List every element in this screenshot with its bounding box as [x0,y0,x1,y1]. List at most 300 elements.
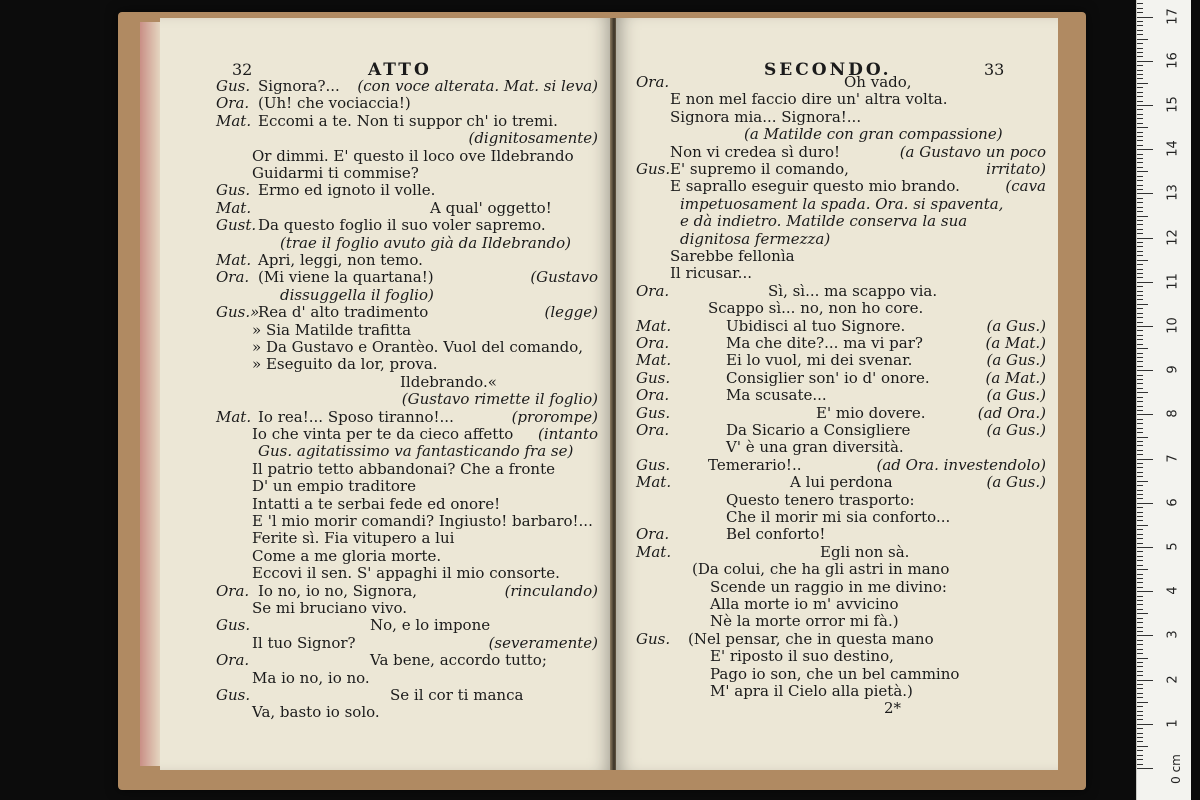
speaker-label: Ora. [216,94,250,113]
ruler-tick [1137,207,1143,208]
ruler-tick [1137,445,1143,446]
speaker-label: Ora. [636,525,670,544]
ruler-tick [1137,459,1153,460]
dialogue-text: Da questo foglio il suo voler sapremo. [258,216,546,235]
speaker-label: Gus. [636,455,671,474]
page-stack-edge [140,22,162,766]
ruler-number: 12 [1165,228,1181,246]
ruler-tick [1137,463,1143,464]
ruler-tick [1137,348,1148,349]
dialogue-text: Bel conforto! [726,525,826,544]
ruler-tick [1137,490,1143,491]
speaker-label: Ora. [636,386,670,405]
dialogue-text: Ma scusate... [726,386,827,405]
dialogue-text: Ferite sì. Fia vitupero a lui [252,529,455,548]
ruler-number: 13 [1165,184,1181,202]
speaker-label: Gust. [216,216,257,235]
ruler-tick [1137,92,1143,93]
ruler-tick [1137,198,1143,199]
ruler-tick [1137,512,1143,513]
ruler-tick [1137,520,1143,521]
ruler-tick [1137,498,1143,499]
ruler-tick [1137,52,1143,53]
ruler-tick [1137,105,1153,106]
dialogue-text: Che il morir mi sia conforto... [726,508,951,526]
dialogue-text: Io no, io no, Signora, [258,581,418,600]
ruler-tick [1137,132,1143,133]
ruler-tick [1137,322,1143,323]
ruler-tick [1137,476,1143,477]
ruler-tick [1137,441,1143,442]
ruler-tick [1137,344,1143,345]
stage-direction: (Gustavo [530,268,598,287]
ruler-tick [1137,737,1143,738]
stage-direction: (a Matilde con gran compassione) [744,125,1003,144]
dialogue-text: A qual' oggetto! [430,198,552,217]
ruler-tick [1137,34,1143,35]
ruler-tick [1137,741,1143,742]
ruler-tick [1137,759,1143,760]
ruler-tick [1137,140,1143,141]
dialogue-text: Ma che dite?... ma vi par? [726,334,923,352]
ruler-tick [1137,361,1143,362]
ruler-number: 15 [1165,96,1181,113]
ruler-tick [1137,25,1143,26]
stage-direction: (a Mat.) [985,368,1046,387]
ruler-tick [1137,264,1143,265]
ruler-tick [1137,472,1143,473]
ruler-tick [1137,383,1143,384]
stage-direction: (a Gustavo un poco [899,142,1046,161]
speaker-label: Mat. [216,111,252,130]
ruler-tick [1137,635,1153,636]
stage-direction: (ad Ora.) [977,403,1046,422]
dialogue-text: Sì, sì... ma scappo via. [768,281,938,300]
dialogue-text: Come a me gloria morte. [252,546,442,565]
ruler-number: 9 [1165,365,1181,374]
ruler-tick [1137,410,1143,411]
ruler-tick [1137,233,1143,234]
dialogue-text: E' supremo il comando, [670,160,849,178]
ruler-tick [1137,529,1143,530]
ruler-tick [1137,401,1143,402]
dialogue-text: Se il cor ti manca [390,686,524,704]
ruler-tick [1137,746,1148,747]
ruler-tick [1137,715,1143,716]
dialogue-text: Da Sicario a Consigliere [726,421,911,439]
dialogue-text: (Da colui, che ha gli astri in mano [692,560,950,579]
ruler-tick [1137,640,1143,641]
ruler-tick [1137,136,1143,137]
ruler-tick [1137,238,1153,239]
ruler-tick [1137,750,1143,751]
ruler-tick [1137,596,1143,597]
ruler-tick [1137,242,1143,243]
stage-direction: impetuosament la spada. Ora. si spaventa, [680,194,1004,213]
ruler-tick [1137,688,1143,689]
ruler-number: 1 [1165,719,1181,728]
ruler-tick [1137,613,1148,614]
dialogue-text: Signora mia... Signora!... [670,107,862,126]
speaker-label: Gus. [636,160,671,178]
ruler-tick [1137,507,1143,508]
dialogue-text: Eccovi il sen. S' appaghi il mio consorte. [252,564,560,583]
dialogue-text: Va bene, accordo tutto; [370,651,547,670]
dialogue-text: Signora?... [258,77,340,95]
ruler-tick [1137,123,1143,124]
ruler-tick [1137,658,1148,659]
stage-direction: (prorompe) [511,407,598,426]
speaker-label: Mat. [216,407,252,426]
dialogue-text: Il patrio tetto abbandonai? Che a fronte [252,459,555,478]
speaker-label: Mat. [636,542,672,561]
ruler-number: 14 [1165,140,1181,157]
ruler-tick [1137,211,1143,212]
ruler-tick [1137,574,1143,575]
dialogue-text: Non vi credea sì duro! [670,142,841,161]
ruler-tick [1137,109,1143,110]
ruler-tick [1137,299,1143,300]
stage-direction: (con voce alterata. Mat. si leva) [357,77,598,95]
dialogue-text: Guidarmi ti commise? [252,164,419,182]
left-page [160,18,612,770]
ruler-tick [1137,525,1148,526]
ruler-tick [1137,229,1143,230]
ruler-tick [1137,87,1143,88]
stage-direction: (a Gus.) [986,316,1046,335]
ruler-tick [1137,189,1143,190]
ruler-tick [1137,17,1153,18]
speaker-label: Mat. [636,473,672,492]
ruler-tick [1137,246,1143,247]
ruler-tick [1137,609,1143,610]
ruler-tick [1137,671,1143,672]
ruler-tick [1137,366,1143,367]
ruler-tick [1137,693,1143,694]
dialogue-text: No, e lo impone [370,616,491,635]
ruler-tick [1137,61,1153,62]
dialogue-text: Il tuo Signor? [252,633,356,652]
stage-direction: (a Gus.) [986,473,1046,492]
ruler-tick [1137,3,1143,4]
ruler-unit-label: 0 cm [1168,754,1183,784]
ruler-tick [1137,260,1148,261]
ruler-tick [1137,74,1143,75]
ruler-tick [1137,675,1143,676]
ruler-tick [1137,162,1143,163]
ruler-tick [1137,12,1143,13]
ruler-tick [1137,96,1143,97]
stage-direction: irritato) [986,160,1046,178]
ruler-tick [1137,397,1143,398]
stage-direction: (intanto [538,425,598,443]
dialogue-text: D' un empio traditore [252,477,416,496]
ruler-tick [1137,653,1143,654]
stage-direction: (cava [1005,177,1046,196]
ruler-number: 16 [1165,52,1181,69]
ruler-number: 11 [1165,273,1181,290]
dialogue-text: E saprallo eseguir questo mio brando. [670,177,960,196]
dialogue-text: Consiglier son' io d' onore. [726,368,930,387]
ruler-tick [1137,662,1143,663]
ruler-tick [1137,83,1148,84]
ruler-tick [1137,587,1143,588]
ruler-number: 2 [1165,674,1181,684]
speaker-label: Ora. [636,73,670,91]
ruler-tick [1137,622,1143,623]
dialogue-text: (Nel pensar, che in questa mano [688,629,934,648]
ruler-tick [1137,180,1143,181]
dialogue-text: (Mi viene la quartana!) [258,268,434,287]
ruler-tick [1137,304,1148,305]
ruler-tick [1137,339,1143,340]
dialogue-text: Ildebrando.« [400,372,497,391]
speaker-label: Gus. [636,629,671,648]
ruler-tick [1137,269,1143,270]
dialogue-text: Scappo sì... no, non ho core. [708,299,924,318]
ruler-tick [1137,543,1143,544]
ruler-number: 17 [1165,7,1181,25]
ruler-number: 6 [1165,498,1181,507]
ruler-tick [1137,481,1148,482]
dialogue-text: » Sia Matilde trafitta [252,320,412,339]
dialogue-text: 2* [884,699,902,718]
dialogue-text: Intatti a te serbai fede ed onore! [252,494,501,513]
ruler-tick [1137,437,1148,438]
ruler-tick [1137,330,1143,331]
ruler-tick [1137,202,1143,203]
dialogue-text: Questo tenero trasporto: [726,490,915,509]
dialogue-text: Se mi bruciano vivo. [252,599,408,617]
ruler-tick [1137,467,1143,468]
dialogue-text: A lui perdona [790,473,893,492]
ruler-tick [1137,768,1153,769]
dialogue-text: E' mio dovere. [816,403,926,422]
ruler-tick [1137,48,1143,49]
dialogue-text: M' apra il Cielo alla pietà.) [710,682,913,700]
ruler-tick [1137,78,1143,79]
measurement-ruler [1136,0,1191,800]
stage-direction: (legge) [544,303,598,322]
speaker-label: Mat. [636,351,672,370]
dialogue-text: E non mel faccio dire un' altra volta. [670,90,948,109]
ruler-tick [1137,145,1143,146]
dialogue-text: Alla morte io m' avvicino [710,595,899,613]
ruler-tick [1137,185,1143,186]
stage-direction: (trae il foglio avuto già da Ildebrando) [280,233,571,252]
ruler-tick [1137,450,1143,451]
stage-direction: (a Gus.) [986,421,1046,439]
speaker-label: Gus.» [216,303,260,322]
dialogue-text: Egli non sà. [820,542,910,561]
stage-direction: (a Gus.) [986,386,1046,405]
ruler-tick [1137,728,1143,729]
ruler-tick [1137,711,1143,712]
dialogue-text: Oh vado, [844,73,912,91]
ruler-tick [1137,282,1153,283]
ruler-tick [1137,560,1143,561]
ruler-tick [1137,8,1143,9]
ruler-tick [1137,154,1143,155]
speaker-label: Ora. [636,334,670,352]
ruler-tick [1137,30,1143,31]
ruler-tick [1137,149,1153,150]
dialogue-text: Ermo ed ignoto il volle. [258,181,436,200]
ruler-tick [1137,503,1153,504]
speaker-label: Gus. [216,181,251,200]
ruler-tick [1137,335,1143,336]
dialogue-text: Ma io no, io no. [252,668,370,687]
ruler-tick [1137,697,1143,698]
dialogue-text: E' riposto il suo destino, [710,647,894,666]
ruler-tick [1137,193,1153,194]
ruler-tick [1137,114,1143,115]
ruler-tick [1137,158,1143,159]
dialogue-text: Scende un raggio in me divino: [710,577,947,596]
ruler-tick [1137,224,1143,225]
stage-direction: (a Gus.) [986,351,1046,370]
ruler-tick [1137,255,1143,256]
ruler-tick [1137,631,1143,632]
running-header: ATTO [368,60,432,80]
ruler-tick [1137,295,1143,296]
ruler-tick [1137,39,1148,40]
ruler-tick [1137,286,1143,287]
ruler-tick [1137,569,1148,570]
ruler-tick [1137,127,1148,128]
speaker-label: Gus. [216,77,251,95]
dialogue-text: Rea d' alto tradimento [258,303,429,322]
speaker-label: Ora. [216,651,250,670]
ruler-tick [1137,176,1143,177]
dialogue-text: E 'l mio morir comandi? Ingiusto! barbaro!... [252,512,593,530]
ruler-tick [1137,406,1143,407]
ruler-tick [1137,432,1143,433]
speaker-label: Mat. [636,316,672,335]
ruler-tick [1137,684,1143,685]
dialogue-text: Ubidisci al tuo Signore. [726,316,906,335]
ruler-tick [1137,494,1143,495]
ruler-tick [1137,764,1143,765]
ruler-number: 8 [1165,409,1181,419]
ruler-tick [1137,547,1153,548]
dialogue-text: Sarebbe fellonìa [670,247,795,265]
ruler-tick [1137,719,1143,720]
ruler-tick [1137,388,1143,389]
stage-direction: e dà indietro. Matilde conserva la sua [680,212,968,231]
ruler-tick [1137,251,1143,252]
ruler-tick [1137,680,1153,681]
ruler-tick [1137,70,1143,71]
dialogue-text: Apri, leggi, non temo. [258,251,423,269]
ruler-tick [1137,220,1143,221]
ruler-tick [1137,65,1143,66]
ruler-tick [1137,485,1143,486]
ruler-tick [1137,604,1143,605]
speaker-label: Gus. [636,403,671,422]
ruler-tick [1137,551,1143,552]
speaker-label: Ora. [636,421,670,439]
running-header: SECONDO. [764,60,892,80]
ruler-tick [1137,317,1143,318]
ruler-tick [1137,326,1153,327]
ruler-tick [1137,644,1143,645]
ruler-tick [1137,353,1143,354]
ruler-tick [1137,755,1143,756]
ruler-number: 4 [1165,586,1181,595]
stage-direction: (ad Ora. investendolo) [876,455,1046,474]
dialogue-text: Io rea!... Sposo tiranno!... [258,407,454,426]
right-page [616,18,1058,770]
ruler-tick [1137,627,1143,628]
stage-direction: (rinculando) [504,581,598,600]
ruler-tick [1137,538,1143,539]
ruler-tick [1137,167,1143,168]
ruler-number: 5 [1165,542,1181,551]
ruler-tick [1137,171,1148,172]
ruler-tick [1137,600,1143,601]
ruler-tick [1137,357,1143,358]
ruler-tick [1137,706,1143,707]
ruler-number: 7 [1165,453,1181,463]
ruler-tick [1137,516,1143,517]
speaker-label: Mat. [216,251,252,269]
dialogue-text: Pago io son, che un bel cammino [710,664,960,683]
dialogue-text: V' è una gran diversità. [726,438,904,457]
ruler-tick [1137,666,1143,667]
ruler-tick [1137,591,1153,592]
ruler-tick [1137,379,1143,380]
ruler-tick [1137,618,1143,619]
stage-direction: dissuggella il foglio) [280,285,434,304]
ruler-tick [1137,428,1143,429]
speaker-label: Gus. [636,368,671,387]
ruler-tick [1137,419,1143,420]
ruler-tick [1137,101,1143,102]
stage-direction: (dignitosamente) [468,129,598,148]
ruler-tick [1137,724,1153,725]
dialogue-text: Or dimmi. E' questo il loco ove Ildebrando [252,146,574,165]
speaker-label: Mat. [216,198,252,217]
ruler-tick [1137,414,1153,415]
ruler-tick [1137,21,1143,22]
ruler-tick [1137,454,1143,455]
ruler-number: 10 [1165,317,1181,334]
stage-direction: (severamente) [488,633,598,652]
ruler-tick [1137,273,1143,274]
ruler-tick [1137,733,1143,734]
ruler-tick [1137,370,1153,371]
ruler-tick [1137,649,1143,650]
speaker-label: Ora. [636,281,670,300]
ruler-tick [1137,534,1143,535]
ruler-tick [1137,702,1148,703]
dialogue-text: Io che vinta per te da cieco affetto [252,425,514,443]
dialogue-text: Temerario!.. [708,455,802,474]
ruler-tick [1137,423,1143,424]
speaker-label: Gus. [216,616,251,635]
ruler-tick [1137,313,1143,314]
dialogue-text: Va, basto io solo. [252,703,380,722]
ruler-tick [1137,56,1143,57]
page-number: 32 [232,60,253,79]
speaker-label: Ora. [216,268,250,287]
ruler-tick [1137,582,1143,583]
ruler-tick [1137,392,1148,393]
dialogue-text: Eccomi a te. Non ti suppor ch' io tremi. [258,111,558,130]
ruler-tick [1137,308,1143,309]
ruler-tick [1137,118,1143,119]
